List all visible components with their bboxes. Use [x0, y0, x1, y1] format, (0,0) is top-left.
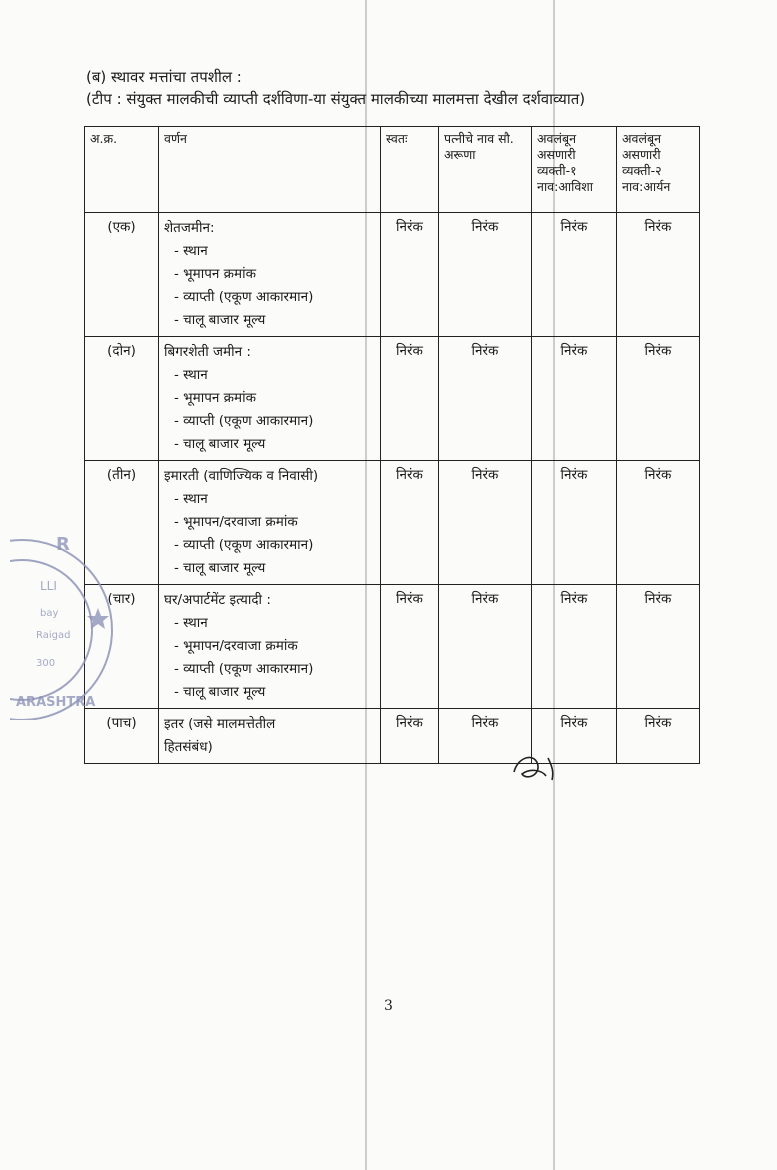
value-self: निरंक: [381, 337, 439, 461]
row-number: (दोन): [85, 337, 159, 461]
value-dependent-2: निरंक: [617, 585, 700, 709]
row-item: - चालू बाजार मूल्य: [174, 684, 266, 700]
row-item: - चालू बाजार मूल्य: [174, 560, 266, 576]
row-item: - भूमापन क्रमांक: [174, 390, 256, 406]
table-header-row: [85, 127, 700, 213]
value-spouse: निरंक: [439, 461, 532, 585]
table-row: [85, 337, 700, 461]
row-item: - भूमापन/दरवाजा क्रमांक: [174, 638, 298, 654]
col-header-serial: अ.क्र.: [85, 127, 159, 213]
row-item: - भूमापन/दरवाजा क्रमांक: [174, 514, 298, 530]
table-row: [85, 213, 700, 337]
col-header-spouse: पत्नीचे नाव सौ. अरूणा: [439, 127, 532, 213]
value-spouse: निरंक: [439, 337, 532, 461]
row-title: इमारती (वाणिज्यिक व निवासी): [164, 468, 319, 484]
heading-note: (टीप : संयुक्त मालकीची व्याप्ती दर्शविणा-या संयुक्त मालकीच्या मालमत्ता देखील दर्शवाव्यात): [86, 90, 586, 108]
value-dependent-1: निरंक: [532, 213, 617, 337]
row-title: शेतजमीन:: [164, 220, 215, 236]
svg-text:300: 300: [36, 658, 56, 669]
table-row: [85, 585, 700, 709]
row-item: हितसंबंध): [164, 739, 213, 755]
row-number: (पाच): [85, 709, 159, 764]
value-self: निरंक: [381, 585, 439, 709]
value-dependent-1: निरंक: [532, 585, 617, 709]
row-description: [159, 585, 381, 709]
value-self: निरंक: [381, 213, 439, 337]
row-item: - चालू बाजार मूल्य: [174, 436, 266, 452]
row-number: (तीन): [85, 461, 159, 585]
svg-text:ARASHTRA: ARASHTRA: [16, 695, 96, 710]
row-item: - व्याप्ती (एकूण आकारमान): [174, 413, 314, 429]
row-description: [159, 461, 381, 585]
row-title: इतर (जसे मालमत्तेतील: [164, 716, 276, 732]
value-dependent-2: निरंक: [617, 709, 700, 764]
table-row: [85, 709, 700, 764]
value-dependent-2: निरंक: [617, 461, 700, 585]
section-heading: [86, 66, 726, 110]
value-dependent-2: निरंक: [617, 337, 700, 461]
row-item: - व्याप्ती (एकूण आकारमान): [174, 661, 314, 677]
row-item: - व्याप्ती (एकूण आकारमान): [174, 537, 314, 553]
col-header-dependent-1: अवलंबून असणारी व्यक्ती-१ नाव:आविशा: [532, 127, 617, 213]
signature-icon: [508, 746, 568, 786]
row-item: - भूमापन क्रमांक: [174, 266, 256, 282]
row-item: - स्थान: [174, 367, 208, 383]
heading-line: (ब) स्थावर मत्तांचा तपशील :: [86, 68, 242, 86]
page-number: 3: [384, 998, 393, 1014]
row-description: [159, 213, 381, 337]
value-dependent-1: निरंक: [532, 709, 617, 764]
row-item: - स्थान: [174, 615, 208, 631]
col-header-dependent-2: अवलंबून असणारी व्यक्ती-२ नाव:आर्यन: [617, 127, 700, 213]
svg-text:bay: bay: [40, 608, 59, 619]
value-spouse: निरंक: [439, 585, 532, 709]
immovable-assets-table: [84, 126, 700, 764]
row-item: - व्याप्ती (एकूण आकारमान): [174, 289, 314, 305]
svg-text:LLI: LLI: [40, 579, 57, 593]
seal-stamp-icon: [10, 520, 120, 720]
row-description: [159, 337, 381, 461]
value-spouse: निरंक: [439, 213, 532, 337]
value-spouse: निरंक: [439, 709, 532, 764]
svg-text:R: R: [56, 534, 70, 555]
svg-text:Raigad: Raigad: [36, 630, 71, 641]
row-title: बिगरशेती जमीन :: [164, 344, 251, 360]
row-title: घर/अपार्टमेंट इत्यादी :: [164, 592, 271, 608]
value-dependent-1: निरंक: [532, 337, 617, 461]
table-row: [85, 461, 700, 585]
value-self: निरंक: [381, 709, 439, 764]
row-item: - चालू बाजार मूल्य: [174, 312, 266, 328]
value-dependent-2: निरंक: [617, 213, 700, 337]
row-item: - स्थान: [174, 243, 208, 259]
col-header-description: वर्णन: [159, 127, 381, 213]
row-description: [159, 709, 381, 764]
row-item: - स्थान: [174, 491, 208, 507]
col-header-self: स्वतः: [381, 127, 439, 213]
value-dependent-1: निरंक: [532, 461, 617, 585]
row-number: (चार): [85, 585, 159, 709]
row-number: (एक): [85, 213, 159, 337]
value-self: निरंक: [381, 461, 439, 585]
